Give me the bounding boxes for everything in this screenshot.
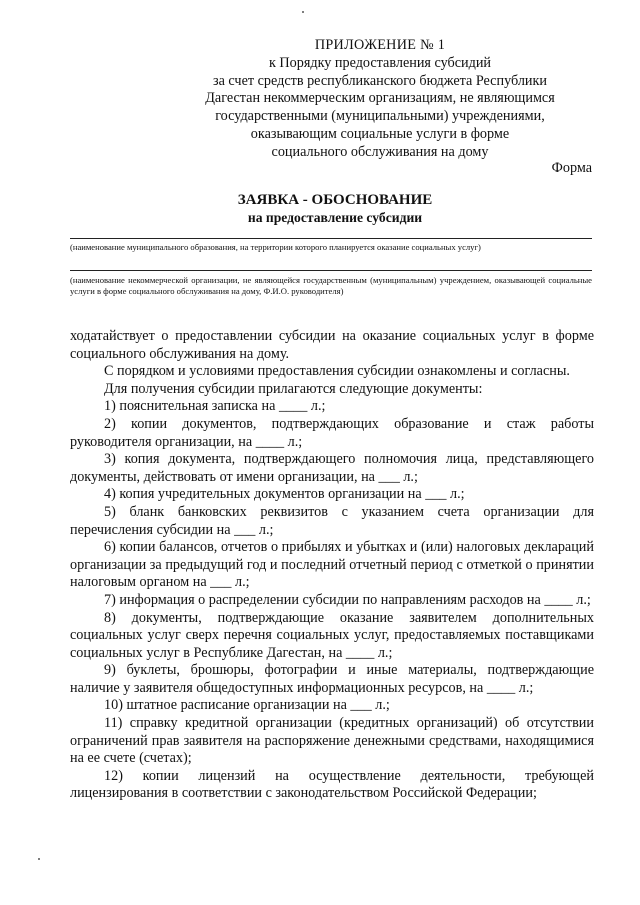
- document-body: [70, 328, 594, 803]
- form-label: Форма: [551, 160, 592, 176]
- list-item: 6) копии балансов, отчетов о прибылях и убытках и (или) налоговых деклараций организации за предыдущий год и последний отчетный период с отметкой о принятии налоговым органом на ___ л.;: [70, 539, 594, 591]
- organization-fill-line[interactable]: [70, 270, 592, 271]
- list-item: 10) штатное расписание организации на ___ л.;: [104, 697, 390, 714]
- municipality-fill-line[interactable]: [70, 238, 592, 239]
- document-subtitle: на предоставление субсидии: [247, 210, 423, 225]
- list-item: 9) буклеты, брошюры, фотографии и иные материалы, подтверждающие наличие у заявителя общедоступных информационных ресурсов, на ____ л.;: [70, 662, 594, 696]
- list-item: 8) документы, подтверждающие оказание заявителем дополнительных социальных услуг сверх перечня социальных услуг, предоставляемых поставщиками социальных услуг в Республике Дагестан, на ____ л.;: [70, 609, 594, 661]
- scan-speck: [302, 11, 304, 13]
- appendix-line: к Порядку предоставления субсидий: [268, 54, 492, 71]
- list-item: 2) копии документов, подтверждающих образование и стаж работы руководителя организации, на ____ л.;: [70, 415, 594, 450]
- appendix-line: социального обслуживания на дому: [271, 143, 489, 160]
- appendix-line: оказывающим социальные услуги в форме: [250, 125, 510, 142]
- scan-speck: [38, 858, 40, 860]
- body-paragraph: Для получения субсидии прилагаются следующие документы:: [104, 380, 483, 397]
- body-paragraph: С порядком и условиями предоставления субсидии ознакомлены и согласны.: [104, 363, 570, 380]
- appendix-title: ПРИЛОЖЕНИЕ № 1: [314, 37, 446, 53]
- appendix-line: государственными (муниципальными) учреждениями,: [215, 108, 545, 125]
- list-item: 3) копия документа, подтверждающего полномочия лица, представляющего документы, действовать от имени организации, на ___ л.;: [70, 451, 594, 485]
- list-item: 11) справку кредитной организации (кредитных организаций) об отсутствии ограничений прав заявителя на распоряжение денежными средствами, находящимися на ее счете (счетах);: [70, 715, 594, 767]
- document-title: ЗАЯВКА - ОБОСНОВАНИЕ: [237, 192, 433, 208]
- organization-caption: (наименование некоммерческой организации, не являющейся государственным (муниципальным) учреждением, оказывающей социальные услуги в форме социального обслуживания на дому, Ф.И.О. руководителя): [70, 275, 592, 296]
- appendix-line: за счет средств республиканского бюджета Республики: [212, 72, 548, 89]
- municipality-caption: (наименование муниципального образования, на территории которого планируется оказание социальных услуг): [70, 242, 481, 252]
- list-item: 1) пояснительная записка на ____ л.;: [104, 398, 326, 415]
- list-item: 7) информация о распределении субсидии по направлениям расходов на ____ л.;: [104, 591, 591, 608]
- list-item: 12) копии лицензий на осуществление деятельности, требующей лицензирования в соответствии с законодательством Российской Федерации;: [70, 767, 594, 802]
- list-item: 4) копия учредительных документов организации на ___ л.;: [104, 486, 465, 503]
- list-item: 5) бланк банковских реквизитов с указанием счета организации для перечисления субсидии на ___ л.;: [70, 503, 594, 538]
- appendix-block: [170, 37, 590, 162]
- appendix-line: Дагестан некоммерческим организациям, не являющимся: [205, 90, 555, 107]
- body-paragraph: ходатайствует о предоставлении субсидии на оказание социальных услуг в форме социального обслуживания на дому.: [70, 328, 594, 362]
